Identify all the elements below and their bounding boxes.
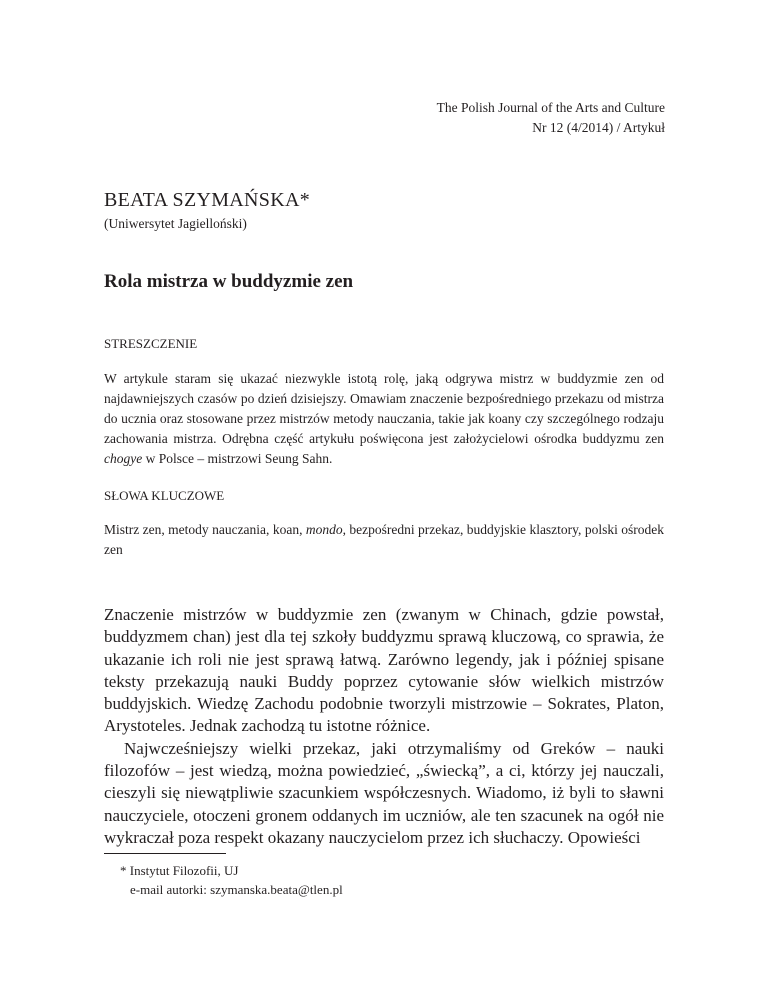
footnote <box>120 861 343 899</box>
footnote-divider <box>104 853 226 854</box>
keywords-text-part1: Mistrz zen, metody nauczania, koan, <box>104 522 306 537</box>
article-title: Rola mistrza w buddyzmie zen <box>104 271 354 292</box>
keywords-heading: SŁOWA KLUCZOWE <box>104 488 225 503</box>
footnote-affiliation: * Instytut Filozofii, UJ <box>120 863 239 878</box>
article-body <box>104 604 664 849</box>
abstract-italic-term: chogye <box>104 451 143 466</box>
body-paragraph-2: Najwcześniejszy wielki przekaz, jaki otrzymaliśmy od Greków – nauki filozofów – jest wiedzą, można powiedzieć, „świecką”, a ci, którzy jej nauczali, cieszyli się niewątpliwie szacunkiem współczesnych. Wiadomo, iż byli to sławni nauczyciele, otoczeni gronem oddanych im uczniów, ale ten szacunek na ogół nie wykraczał poza respekt okazany nauczycielom przez ich słuchaczy. Opowieści <box>104 738 664 847</box>
body-paragraph-1: Znaczenie mistrzów w buddyzmie zen (zwanym w Chinach, gdzie powstał, buddyzmem chan) jest dla tej szkoły buddyzmu sprawą kluczową, co sprawia, że ukazanie ich roli nie jest sprawą łatwą. Zarówno legendy, jak i później spisane teksty przekazują nauki Buddy poprzez cytowanie słów wielkich mistrzów buddyjskich. Wiedzę Zachodu podobnie tworzyli mistrzowie – Sokrates, Platon, Arystoteles. Jednak zachodzą tu istotne różnice. <box>104 605 664 736</box>
keywords-italic-term: mondo <box>305 522 343 537</box>
footnote-email: e-mail autorki: szymanska.beata@tlen.pl <box>130 882 343 897</box>
abstract-heading: STRESZCZENIE <box>104 336 198 351</box>
keywords-text-part2: , bezpośredni przekaz, buddyjskie klasztory, polski ośrodek zen <box>104 522 664 557</box>
issue-info: Nr 12 (4/2014) / Artykuł <box>532 120 665 135</box>
abstract-text-part2: w Polsce – mistrzowi Seung Sahn. <box>142 451 333 466</box>
abstract-text <box>104 369 664 469</box>
author-name: BEATA SZYMAŃSKA* <box>104 189 311 211</box>
abstract-text-part1: W artykule staram się ukazać niezwykle istotą rolę, jaką odgrywa mistrz w buddyzmie zen od najdawniejszych czasów po dzień dzisiejszy. Omawiam znaczenie bezpośredniego przekazu od mistrza do ucznia oraz stosowane przez mistrzów metody nauczania, takie jak koany czy szczególnego rodzaju zachowania mistrza. Odrębna część artykułu poświęcona jest założycielowi ośrodka buddyzmu zen <box>104 371 664 446</box>
journal-name: The Polish Journal of the Arts and Culture <box>436 100 665 115</box>
keywords-text <box>104 520 664 560</box>
journal-header <box>437 98 665 138</box>
author-affiliation: (Uniwersytet Jagielloński) <box>104 216 247 231</box>
